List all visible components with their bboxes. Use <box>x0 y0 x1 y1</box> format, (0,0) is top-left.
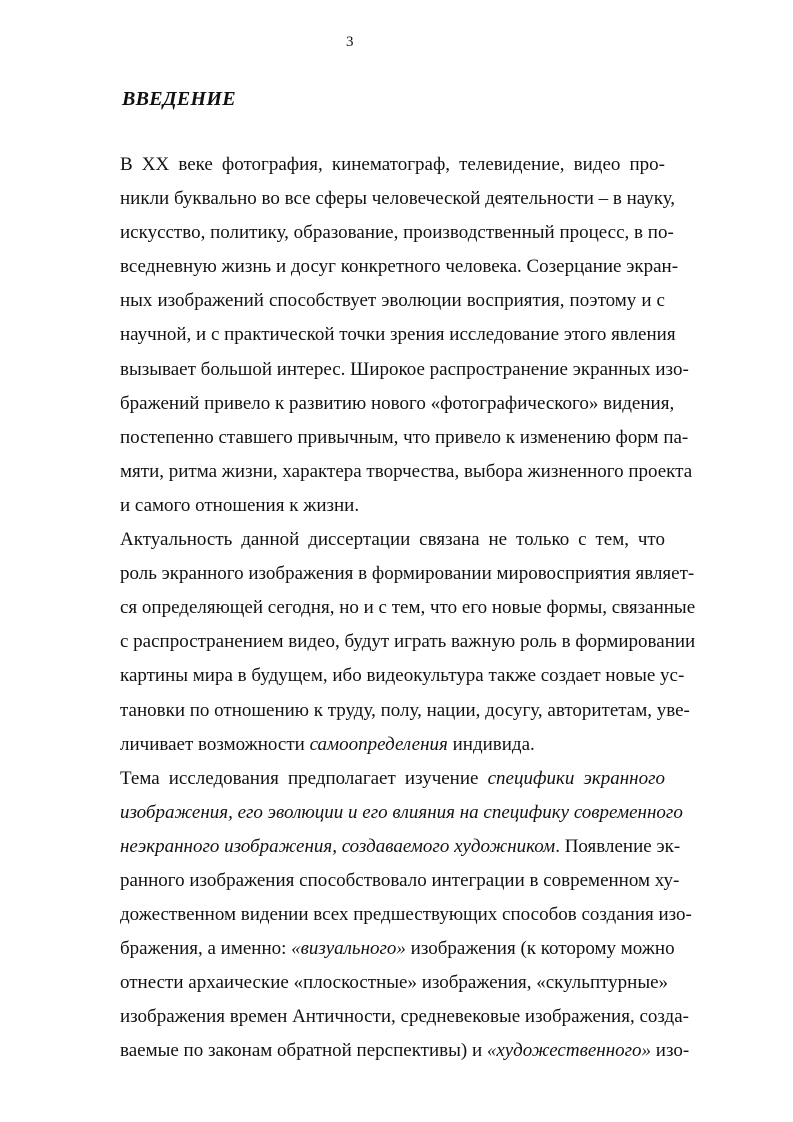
text-line: личивает возможности самоопределения индивида. <box>120 733 535 755</box>
text-line: изображения, его эволюции и его влияния на специфику современного <box>120 801 683 823</box>
body-text <box>120 148 696 1069</box>
text-line: ваемые по законам обратной перспективы) и «художественного» изо- <box>120 1040 690 1062</box>
text-line: тановки по отношению к труду, полу, нации, досугу, авторитетам, уве- <box>120 699 690 721</box>
text-line: картины мира в будущем, ибо видеокультура также создает новые ус- <box>120 665 685 687</box>
text-line: ся определяющей сегодня, но и с тем, что его новые формы, связанные <box>120 597 696 619</box>
text-line: дожественном видении всех предшествующих способов создания изо- <box>120 904 692 926</box>
text-line: бражения, а именно: «визуального» изображения (к которому можно <box>120 938 675 960</box>
text-line: роль экранного изображения в формировании мировосприятия являет- <box>120 563 695 585</box>
text-line: отнести архаические «плоскостные» изображения, «скульптурные» <box>120 972 669 994</box>
text-line: Актуальность данной диссертации связана не только с тем, что <box>120 529 665 551</box>
text-line: изображения времен Античности, средневековые изображения, созда- <box>120 1006 689 1028</box>
text-line: вызывает большой интерес. Широкое распространение экранных изо- <box>120 358 689 380</box>
text-line: постепенно ставшего привычным, что привело к изменению форм па- <box>120 426 689 448</box>
text-line: ных изображений способствует эволюции восприятия, поэтому и с <box>120 290 665 312</box>
text-line: В XX веке фотография, кинематограф, телевидение, видео про- <box>120 154 665 175</box>
text-line: бражений привело к развитию нового «фотографического» видения, <box>120 392 675 414</box>
text-line: Тема исследования предполагает изучение специфики экранного <box>120 767 665 789</box>
text-line: искусство, политику, образование, производственный процесс, в по- <box>120 222 674 244</box>
text-line: с распространением видео, будут играть важную роль в формировании <box>120 631 696 653</box>
text-line: неэкранного изображения, создаваемого художником. Появление эк- <box>120 835 681 857</box>
text-line: мяти, ритма жизни, характера творчества, выбора жизненного проекта <box>120 460 693 482</box>
text-line: и самого отношения к жизни. <box>120 494 360 516</box>
text-line: ранного изображения способствовало интеграции в современном ху- <box>120 869 680 891</box>
section-heading: ВВЕДЕНИЕ <box>122 88 236 110</box>
text-line: научной, и с практической точки зрения исследование этого явления <box>120 324 676 346</box>
text-line: никли буквально во все сферы человеческой деятельности – в науку, <box>120 188 676 210</box>
page-number: 3 <box>346 34 354 50</box>
text-line: вседневную жизнь и досуг конкретного человека. Созерцание экран- <box>120 256 679 278</box>
